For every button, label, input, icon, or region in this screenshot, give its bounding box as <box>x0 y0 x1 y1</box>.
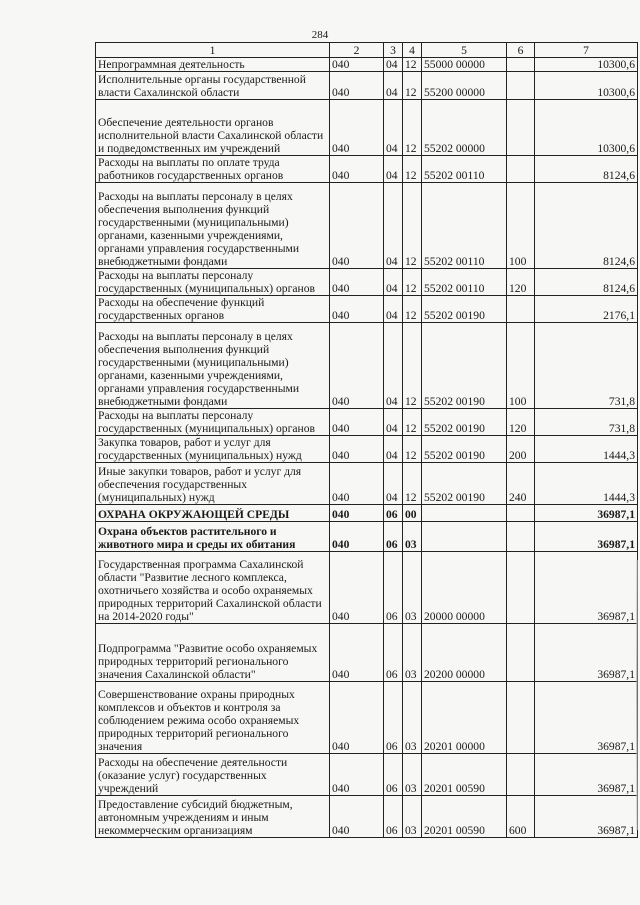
expense-type <box>507 624 535 682</box>
amount: 36987,1 <box>535 796 638 838</box>
amount: 8124,6 <box>535 156 638 183</box>
admin-code: 040 <box>330 505 384 522</box>
target-article: 55202 00190 <box>422 436 507 463</box>
subsection-code: 12 <box>403 100 422 156</box>
section-code: 06 <box>384 505 403 522</box>
target-article: 55202 00190 <box>422 409 507 436</box>
amount: 2176,1 <box>535 296 638 323</box>
subsection-code: 03 <box>403 552 422 624</box>
amount: 36987,1 <box>535 624 638 682</box>
column-number: 6 <box>507 43 535 58</box>
subsection-code: 00 <box>403 505 422 522</box>
row-name: Иные закупки товаров, работ и услуг для обеспечения государственных (муниципальных) нужд <box>96 463 330 505</box>
admin-code: 040 <box>330 323 384 409</box>
row-name: Непрограммная деятельность <box>96 58 330 72</box>
target-article: 20200 00000 <box>422 624 507 682</box>
amount: 1444,3 <box>535 436 638 463</box>
subsection-code: 03 <box>403 522 422 552</box>
subsection-code: 03 <box>403 796 422 838</box>
section-code: 04 <box>384 436 403 463</box>
row-name: Расходы на выплаты персоналу государственных (муниципальных) органов <box>96 409 330 436</box>
table-row <box>96 58 638 72</box>
target-article: 55202 00190 <box>422 323 507 409</box>
table-row <box>96 183 638 269</box>
target-article: 55202 00110 <box>422 183 507 269</box>
admin-code: 040 <box>330 156 384 183</box>
amount: 8124,6 <box>535 183 638 269</box>
amount: 10300,6 <box>535 100 638 156</box>
target-article: 55202 00110 <box>422 269 507 296</box>
column-number: 7 <box>535 43 638 58</box>
target-article: 55202 00190 <box>422 463 507 505</box>
table-row <box>96 156 638 183</box>
admin-code: 040 <box>330 100 384 156</box>
row-name: Исполнительные органы государственной власти Сахалинской области <box>96 72 330 100</box>
admin-code: 040 <box>330 296 384 323</box>
subsection-code: 12 <box>403 156 422 183</box>
expense-type <box>507 754 535 796</box>
amount: 36987,1 <box>535 522 638 552</box>
row-name: Обеспечение деятельности органов исполнительной власти Сахалинской области и подведомственных им учреждений <box>96 100 330 156</box>
admin-code: 040 <box>330 269 384 296</box>
subsection-code: 12 <box>403 183 422 269</box>
row-name: Подпрограмма "Развитие особо охраняемых природных территорий регионального значения Сахалинской области" <box>96 624 330 682</box>
admin-code: 040 <box>330 463 384 505</box>
row-name: Расходы на обеспечение деятельности (оказание услуг) государственных учреждений <box>96 754 330 796</box>
column-number: 1 <box>96 43 330 58</box>
section-code: 04 <box>384 463 403 505</box>
row-name: Расходы на выплаты персоналу в целях обеспечения выполнения функций государственными (муниципальными) органами, казенными учреждениями, органами управления государственными внебюджетными фондами <box>96 183 330 269</box>
expense-type <box>507 505 535 522</box>
amount: 36987,1 <box>535 682 638 754</box>
target-article: 55000 00000 <box>422 58 507 72</box>
table-row <box>96 409 638 436</box>
row-name: Государственная программа Сахалинской области "Развитие лесного комплекса, охотничьего хозяйства и особо охраняемых природных территорий Сахалинской области на 2014-2020 годы" <box>96 552 330 624</box>
subsection-code: 12 <box>403 269 422 296</box>
expense-type: 120 <box>507 269 535 296</box>
admin-code: 040 <box>330 409 384 436</box>
subsection-code: 12 <box>403 72 422 100</box>
section-code: 06 <box>384 624 403 682</box>
target-article <box>422 505 507 522</box>
amount: 36987,1 <box>535 754 638 796</box>
row-name: Расходы на выплаты персоналу государственных (муниципальных) органов <box>96 269 330 296</box>
row-name: Охрана объектов растительного и животного мира и среды их обитания <box>96 522 330 552</box>
expense-type <box>507 296 535 323</box>
subsection-code: 12 <box>403 463 422 505</box>
section-code: 04 <box>384 58 403 72</box>
amount: 731,8 <box>535 409 638 436</box>
table-row <box>96 796 638 838</box>
section-code: 04 <box>384 72 403 100</box>
target-article: 55202 00190 <box>422 296 507 323</box>
table-row <box>96 296 638 323</box>
amount: 10300,6 <box>535 72 638 100</box>
table-row <box>96 522 638 552</box>
row-name: Расходы на выплаты персоналу в целях обеспечения выполнения функций государственными (муниципальными) органами, казенными учреждениями, органами управления государственными внебюджетными фондами <box>96 323 330 409</box>
table-row <box>96 505 638 522</box>
section-code: 04 <box>384 323 403 409</box>
table-row <box>96 269 638 296</box>
table-row <box>96 323 638 409</box>
header-row <box>96 43 638 58</box>
table-row <box>96 100 638 156</box>
expense-type <box>507 522 535 552</box>
column-number: 4 <box>403 43 422 58</box>
expense-type: 100 <box>507 183 535 269</box>
subsection-code: 03 <box>403 754 422 796</box>
amount: 36987,1 <box>535 552 638 624</box>
section-code: 06 <box>384 754 403 796</box>
section-code: 06 <box>384 552 403 624</box>
amount: 10300,6 <box>535 58 638 72</box>
expense-type: 120 <box>507 409 535 436</box>
subsection-code: 12 <box>403 323 422 409</box>
admin-code: 040 <box>330 183 384 269</box>
admin-code: 040 <box>330 754 384 796</box>
amount: 1444,3 <box>535 463 638 505</box>
table-row <box>96 436 638 463</box>
expense-type: 200 <box>507 436 535 463</box>
subsection-code: 12 <box>403 436 422 463</box>
admin-code: 040 <box>330 624 384 682</box>
row-name: Закупка товаров, работ и услуг для государственных (муниципальных) нужд <box>96 436 330 463</box>
expense-type <box>507 58 535 72</box>
table-row <box>96 624 638 682</box>
section-code: 04 <box>384 156 403 183</box>
subsection-code: 12 <box>403 409 422 436</box>
section-code: 06 <box>384 682 403 754</box>
table-row <box>96 72 638 100</box>
section-code: 04 <box>384 183 403 269</box>
table-row <box>96 754 638 796</box>
section-code: 04 <box>384 269 403 296</box>
subsection-code: 03 <box>403 682 422 754</box>
admin-code: 040 <box>330 72 384 100</box>
expense-type <box>507 72 535 100</box>
target-article <box>422 522 507 552</box>
target-article: 55200 00000 <box>422 72 507 100</box>
table-row <box>96 552 638 624</box>
column-number: 2 <box>330 43 384 58</box>
expense-type <box>507 100 535 156</box>
admin-code: 040 <box>330 552 384 624</box>
scan-edge-mark <box>636 560 638 830</box>
section-code: 06 <box>384 796 403 838</box>
budget-table <box>95 42 638 838</box>
amount: 36987,1 <box>535 505 638 522</box>
target-article: 20201 00590 <box>422 796 507 838</box>
row-name: ОХРАНА ОКРУЖАЮЩЕЙ СРЕДЫ <box>96 505 330 522</box>
page-number: 284 <box>311 29 329 41</box>
target-article: 55202 00000 <box>422 100 507 156</box>
target-article: 20201 00590 <box>422 754 507 796</box>
subsection-code: 03 <box>403 624 422 682</box>
expense-type: 240 <box>507 463 535 505</box>
column-number: 3 <box>384 43 403 58</box>
subsection-code: 12 <box>403 296 422 323</box>
admin-code: 040 <box>330 522 384 552</box>
table-row <box>96 682 638 754</box>
row-name: Расходы на обеспечение функций государственных органов <box>96 296 330 323</box>
section-code: 04 <box>384 409 403 436</box>
amount: 731,8 <box>535 323 638 409</box>
amount: 8124,6 <box>535 269 638 296</box>
section-code: 04 <box>384 100 403 156</box>
target-article: 20000 00000 <box>422 552 507 624</box>
table-row <box>96 463 638 505</box>
target-article: 55202 00110 <box>422 156 507 183</box>
expense-type: 100 <box>507 323 535 409</box>
admin-code: 040 <box>330 682 384 754</box>
column-number: 5 <box>422 43 507 58</box>
expense-type <box>507 682 535 754</box>
section-code: 06 <box>384 522 403 552</box>
expense-type <box>507 552 535 624</box>
admin-code: 040 <box>330 436 384 463</box>
expense-type: 600 <box>507 796 535 838</box>
admin-code: 040 <box>330 58 384 72</box>
expense-type <box>507 156 535 183</box>
row-name: Расходы на выплаты по оплате труда работников государственных органов <box>96 156 330 183</box>
row-name: Совершенствование охраны природных комплексов и объектов и контроля за соблюдением режима особо охраняемых природных территорий регионального значения <box>96 682 330 754</box>
section-code: 04 <box>384 296 403 323</box>
row-name: Предоставление субсидий бюджетным, автономным учреждениям и иным некоммерческим организациям <box>96 796 330 838</box>
admin-code: 040 <box>330 796 384 838</box>
subsection-code: 12 <box>403 58 422 72</box>
target-article: 20201 00000 <box>422 682 507 754</box>
